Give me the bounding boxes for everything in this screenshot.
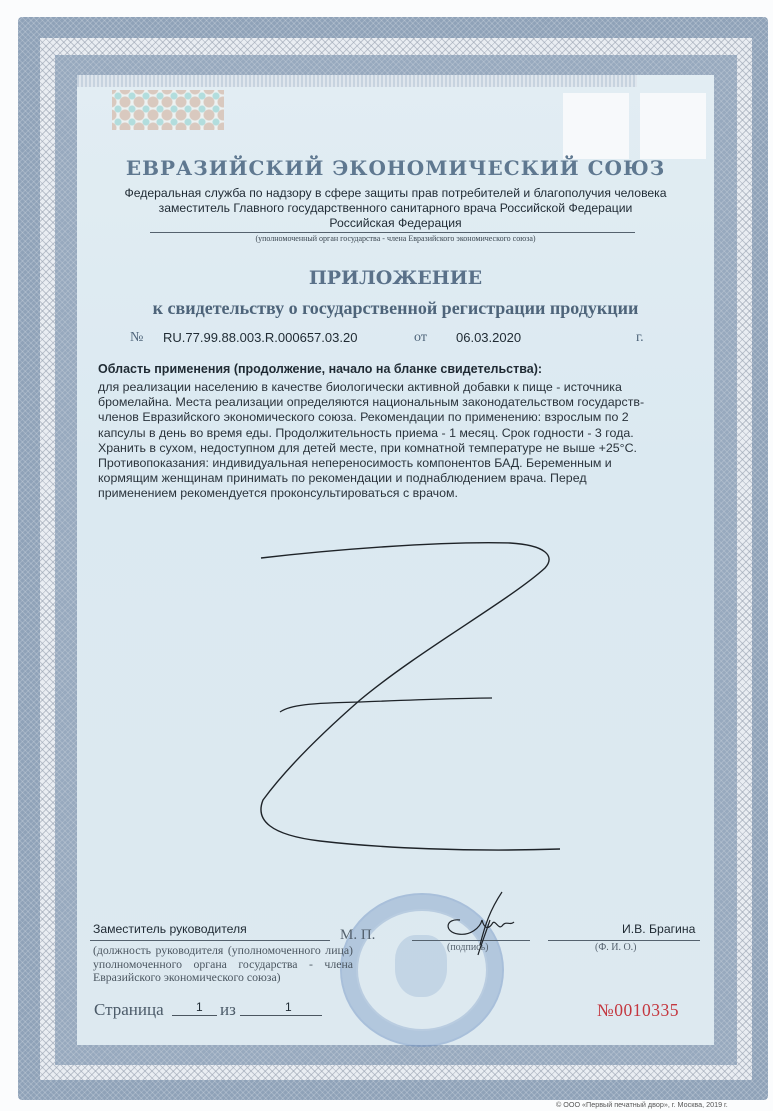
year-suffix: г. bbox=[636, 330, 644, 345]
authority-line-3: Российская Федерация bbox=[329, 216, 462, 230]
serial-number: №0010335 bbox=[597, 1000, 679, 1020]
scope-line: членов Евразийского экономического союза. Рекомендации по применению: взрослым по 2 bbox=[98, 410, 629, 425]
stamp-place-label: М. П. bbox=[340, 927, 376, 943]
registration-number: RU.77.99.88.003.R.000657.03.20 bbox=[163, 330, 358, 345]
appendix-subtitle: к свидетельству о государственной регистрации продукции bbox=[152, 298, 639, 318]
from-label: от bbox=[414, 330, 427, 345]
scope-line: Хранить в сухом, недоступном для детей месте, при комнатной температуре не выше +25°C. bbox=[98, 440, 637, 455]
authority-caption: (уполномоченный орган государства - члена Евразийского экономического союза) bbox=[255, 234, 536, 243]
number-sign: № bbox=[130, 330, 144, 345]
scope-line: применением рекомендуется проконсультироваться с врачом. bbox=[98, 486, 458, 501]
scope-heading: Область применения (продолжение, начало на бланке свидетельства): bbox=[98, 362, 543, 376]
signature-caption: (подпись) bbox=[447, 942, 489, 953]
total-underline bbox=[240, 1015, 322, 1016]
union-title: ЕВРАЗИЙСКИЙ ЭКОНОМИЧЕСКИЙ СОЮЗ bbox=[125, 156, 666, 180]
scope-line: кормящим женщинам принимать по рекомендации и поднаблюдением врача. Перед bbox=[98, 471, 587, 486]
page-number: 1 bbox=[196, 1000, 203, 1014]
handwritten-signature-icon bbox=[440, 890, 540, 960]
role-description: (должность руководителя (уполномоченного лица) уполномоченного органа государства - члена Евразийского экономического союза) bbox=[93, 943, 353, 984]
registration-date: 06.03.2020 bbox=[456, 330, 522, 345]
name-underline bbox=[548, 940, 700, 941]
scope-line: бромелайна. Места реализации определяются национальным законодательством государств- bbox=[98, 395, 645, 410]
scope-line: для реализации населению в качестве биологически активной добавки к пище - источника bbox=[98, 380, 622, 394]
role-underline bbox=[90, 940, 330, 941]
signatory-role: Заместитель руководителя bbox=[93, 922, 247, 936]
page-total: 1 bbox=[285, 1000, 292, 1014]
printer-footer: © ООО «Первый печатный двор», г. Москва, 2019 г. bbox=[556, 1100, 728, 1109]
scope-line: капсулы в день во время еды. Продолжительность приема - 1 месяц. Срок годности - 3 года. bbox=[98, 425, 634, 440]
authority-line-2: заместитель Главного государственного санитарного врача Российской Федерации bbox=[158, 201, 633, 215]
of-label: из bbox=[220, 1000, 236, 1019]
signatory-name: И.В. Брагина bbox=[622, 922, 696, 936]
page-underline bbox=[172, 1015, 217, 1016]
name-caption: (Ф. И. О.) bbox=[595, 942, 637, 953]
appendix-title: ПРИЛОЖЕНИЕ bbox=[308, 267, 483, 289]
scope-line: Противопоказания: индивидуальная непереносимость компонентов БАД. Беременным и bbox=[98, 456, 612, 471]
authority-line-1: Федеральная служба по надзору в сфере защиты прав потребителей и благополучия человека bbox=[124, 186, 667, 200]
page-label: Страница bbox=[94, 1000, 164, 1019]
